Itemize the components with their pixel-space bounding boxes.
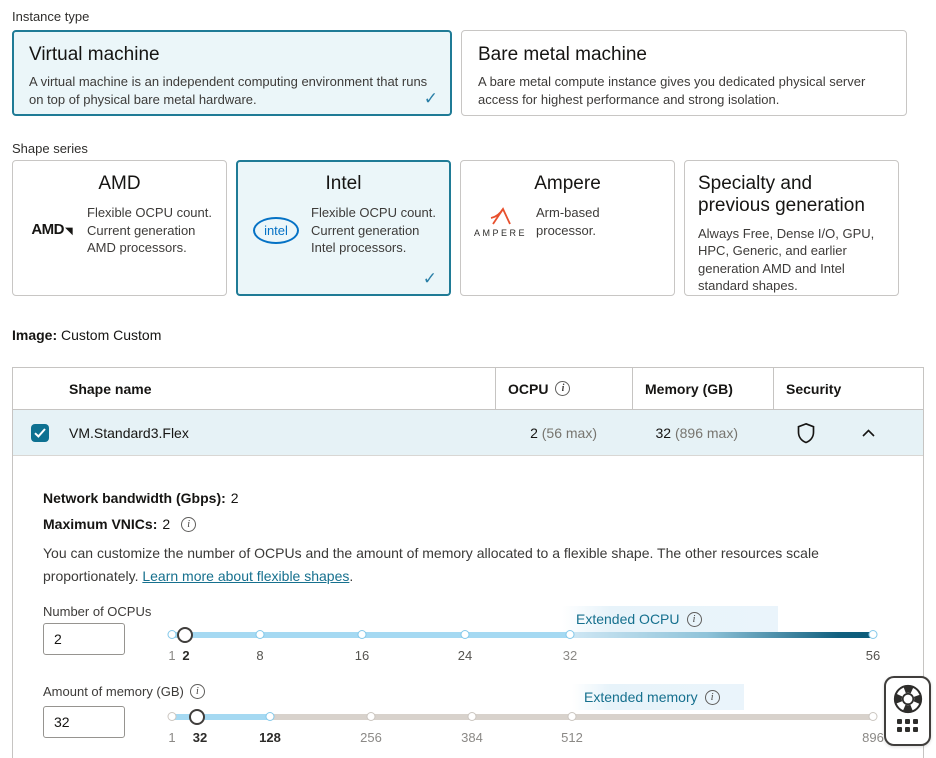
ocpu-tick-8: 8 — [256, 648, 264, 663]
shape-details-panel — [13, 455, 923, 758]
memory-tick-256: 256 — [360, 730, 382, 745]
column-header-security: Security — [786, 380, 842, 397]
extended-ocpu-label: Extended OCPU — [576, 611, 680, 627]
column-header-ocpu: OCPU i — [496, 368, 633, 409]
shape-series-option-specialty[interactable] — [684, 160, 899, 296]
shape-series-option-intel[interactable] — [236, 160, 451, 296]
image-info — [12, 327, 161, 343]
column-header-memory: Memory (GB) — [633, 368, 774, 409]
shape-table-header — [13, 368, 923, 410]
card-title: Bare metal machine — [478, 44, 647, 65]
card-description: A bare metal compute instance gives you dedicated physical server access for highest performance and strong isolation. — [478, 74, 866, 107]
flexible-shapes-link[interactable]: Learn more about flexible shapes — [142, 568, 350, 585]
drag-grid-icon — [897, 719, 918, 732]
card-title: Virtual machine — [29, 44, 160, 65]
slider-tick — [468, 712, 477, 721]
collapse-chevron-icon[interactable] — [862, 429, 875, 437]
memory-field-label: Amount of memory (GB) i — [43, 684, 205, 699]
extended-ocpu-info-icon[interactable] — [687, 612, 702, 627]
selected-check-icon — [423, 269, 437, 289]
instance-type-options — [12, 30, 907, 116]
ocpu-tick-56: 56 — [865, 648, 881, 663]
ocpu-tick-1: 1 — [168, 648, 176, 663]
check-icon — [34, 428, 46, 438]
card-description: Arm-based processor. — [536, 205, 600, 238]
shape-ocpu-cell: 2 (56 max) — [530, 424, 597, 441]
column-header-shape-name: Shape name — [57, 368, 496, 409]
card-description: Flexible OCPU count. Current generation Intel processors. — [311, 205, 436, 256]
shape-name: VM.Standard3.Flex — [69, 424, 189, 441]
ocpu-tick-24: 24 — [457, 648, 473, 663]
image-label: Image: — [12, 327, 58, 343]
shield-icon — [796, 422, 816, 444]
memory-input[interactable] — [43, 706, 125, 738]
card-title: Intel — [325, 173, 362, 194]
ocpu-tick-2: 2 — [182, 648, 190, 663]
ampere-wordmark: AMPERE — [474, 227, 528, 238]
memory-slider-track[interactable] — [170, 714, 270, 720]
ocpu-tick-16: 16 — [354, 648, 370, 663]
amd-arrow-icon: ◥ — [64, 226, 73, 238]
shape-row-vm-standard3-flex[interactable] — [13, 410, 923, 455]
slider-tick — [566, 630, 575, 639]
ampere-logo — [474, 206, 527, 238]
memory-tick-1: 1 — [168, 730, 176, 745]
extended-memory-strip — [572, 684, 744, 710]
slider-tick — [869, 630, 878, 639]
ocpu-slider-track[interactable] — [170, 632, 570, 638]
column-header-select — [13, 368, 57, 409]
ocpu-field-label: Number of OCPUs — [43, 604, 152, 619]
memory-tick-384: 384 — [461, 730, 483, 745]
slider-tick — [358, 630, 367, 639]
slider-tick — [168, 630, 177, 639]
shape-series-options — [12, 160, 899, 296]
slider-tick — [568, 712, 577, 721]
slider-tick — [367, 712, 376, 721]
extended-ocpu-strip — [562, 606, 778, 632]
ocpu-tick-32: 32 — [562, 648, 578, 663]
card-title: Specialty and previous generation — [698, 173, 865, 216]
memory-slider — [168, 684, 884, 750]
intel-logo — [250, 217, 302, 244]
shape-series-label: Shape series — [12, 141, 88, 156]
help-widget[interactable] — [884, 676, 931, 746]
slider-tick — [869, 712, 878, 721]
memory-tick-512: 512 — [561, 730, 583, 745]
selected-check-icon — [424, 89, 438, 109]
card-title: Ampere — [534, 173, 601, 194]
ocpu-slider — [170, 602, 880, 668]
image-value: Custom Custom — [61, 327, 162, 343]
ampere-logo-icon — [488, 206, 514, 226]
life-ring-icon — [893, 684, 923, 714]
intel-wordmark: intel — [253, 217, 299, 244]
shape-memory-cell: 32 (896 max) — [655, 424, 738, 441]
instance-type-option-bare-metal[interactable] — [461, 30, 907, 116]
card-description: A virtual machine is an independent computing environment that runs on top of physical bare metal hardware. — [29, 74, 428, 107]
shape-series-option-ampere[interactable] — [460, 160, 675, 296]
network-bandwidth-line: Network bandwidth (Gbps): 2 — [43, 490, 239, 506]
instance-type-option-virtual-machine[interactable] — [12, 30, 452, 116]
card-description: Flexible OCPU count. Current generation AMD processors. — [87, 205, 212, 256]
card-description: Always Free, Dense I/O, GPU, HPC, Generic, and earlier generation AMD and Intel standard shapes. — [698, 225, 875, 294]
memory-slider-handle[interactable] — [189, 709, 205, 725]
ocpu-info-icon[interactable] — [555, 381, 570, 396]
shape-series-option-amd[interactable] — [12, 160, 227, 296]
slider-tick — [168, 712, 177, 721]
instance-type-label: Instance type — [12, 9, 90, 24]
slider-tick — [266, 712, 275, 721]
slider-tick — [461, 630, 470, 639]
extended-memory-info-icon[interactable] — [705, 690, 720, 705]
amd-wordmark: AMD — [31, 221, 64, 239]
memory-tick-32: 32 — [192, 730, 208, 745]
ocpu-input[interactable] — [43, 623, 125, 655]
card-title: AMD — [98, 173, 141, 194]
max-vnics-line: Maximum VNICs: 2 i — [43, 516, 196, 532]
slider-tick — [256, 630, 265, 639]
memory-tick-896: 896 — [862, 730, 884, 745]
shape-row-checkbox[interactable] — [31, 424, 49, 442]
shape-table — [12, 367, 924, 758]
ocpu-slider-handle[interactable] — [177, 627, 193, 643]
amd-logo — [26, 221, 78, 239]
memory-tick-128: 128 — [259, 730, 281, 745]
ocpu-slider-extended-track[interactable] — [570, 632, 875, 638]
extended-memory-label: Extended memory — [584, 689, 698, 705]
vnics-info-icon[interactable] — [181, 517, 196, 532]
flexible-shape-description: You can customize the number of OCPUs and the amount of memory allocated to a flexible shape. The other resources scale proportionately. Learn more about flexible shapes. — [43, 545, 819, 585]
